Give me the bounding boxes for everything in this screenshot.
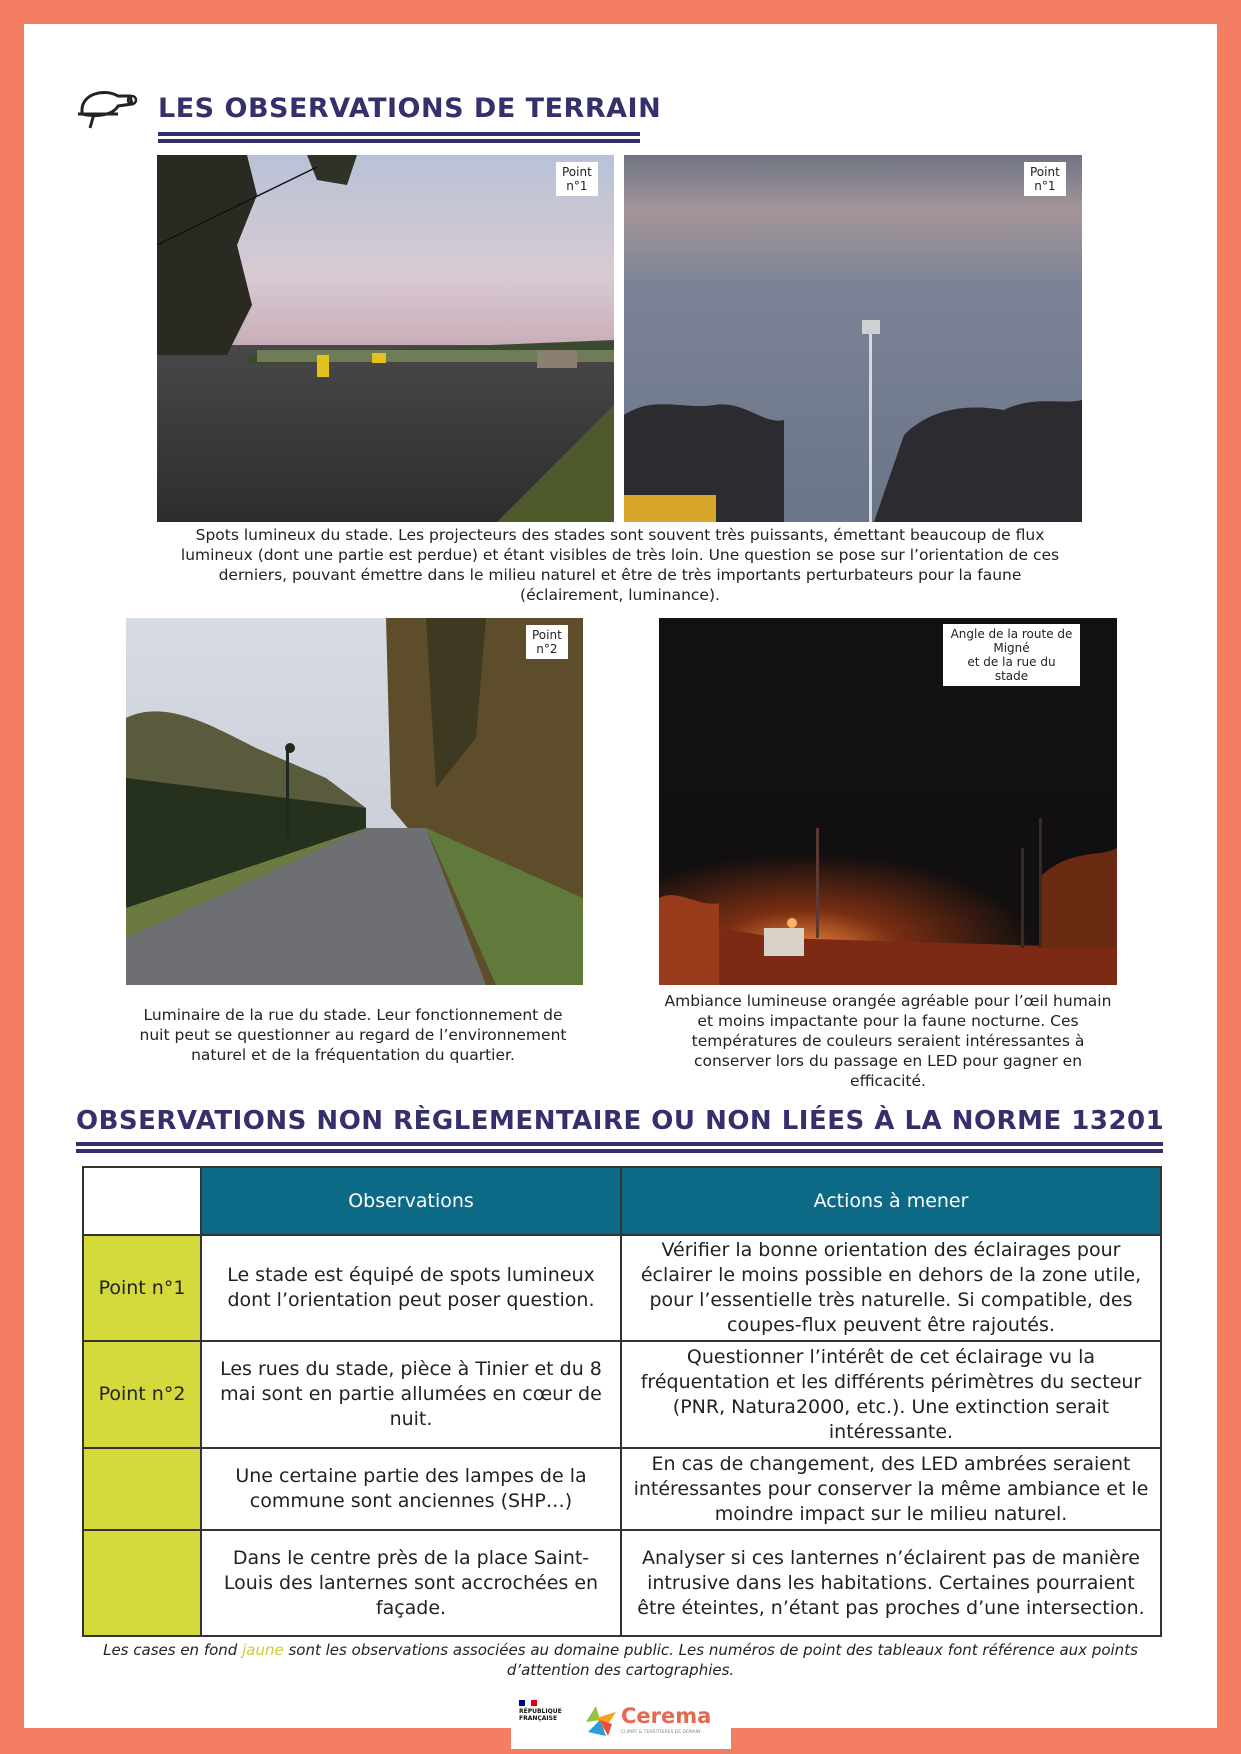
francaise-line: FRANÇAISE <box>519 1715 558 1722</box>
republique-line: RÉPUBLIQUE <box>519 1708 562 1715</box>
photo-tag-point-1a <box>556 162 598 196</box>
action-cell: Vérifier la bonne orientation des éclairages pour éclairer le moins possible en dehors de la zone utile, pour l’essentielle très naturelle. Si compatible, des coupes-flux peuvent être rajoutés. <box>621 1235 1161 1341</box>
flag-mark <box>519 1700 537 1706</box>
action-cell: Analyser si ces lanternes n’éclairent pas de manière intrusive dans les habitations. Certaines pourraient être éteintes, n’étant pas proches d’une intersection. <box>621 1530 1161 1636</box>
observations-table <box>82 1166 1162 1637</box>
tag-line: n°2 <box>536 642 558 656</box>
action-cell: En cas de changement, des LED ambrées seraient intéressantes pour conserver la même ambiance et le moindre impact sur le milieu naturel. <box>621 1448 1161 1530</box>
table-row <box>83 1530 1161 1636</box>
action-cell: Questionner l’intérêt de cet éclairage vu la fréquentation et les différents périmètres du secteur (PNR, Natura2000, etc.). Une extinction serait intéressante. <box>621 1341 1161 1448</box>
tag-line: Point <box>1030 165 1060 179</box>
footnote-highlight: jaune <box>242 1641 284 1659</box>
photo-stadium-floodlight <box>624 155 1082 522</box>
photo-tag-point-2 <box>526 625 568 659</box>
point-cell <box>83 1530 201 1636</box>
caption-stadium-floodlights: Spots lumineux du stade. Les projecteurs des stades sont souvent très puissants, émettant beaucoup de flux lumineux (dont une partie est perdue) et étant visibles de très loin. Une question se pose sur l’orientation de ces derniers, pouvant émettre dans le milieu naturel et être de très importants perturbateurs pour la faune (éclairement, luminance). <box>180 526 1060 604</box>
photo-stadium-ground <box>157 155 614 522</box>
photo-tag-point-1b <box>1024 162 1066 196</box>
caption-street-luminaire: Luminaire de la rue du stade. Leur fonctionnement de nuit peut se questionner au regard de l’environnement naturel et de la fréquentation du quartier. <box>139 1006 567 1064</box>
section-title-non-reglementaire: OBSERVATIONS NON RÈGLEMENTAIRE OU NON LIÉES À LA NORME 13201 <box>76 1106 1165 1136</box>
streetlamp-icon <box>74 84 140 140</box>
point-cell: Point n°2 <box>83 1341 201 1448</box>
table-header-row <box>83 1167 1161 1235</box>
point-cell: Point n°1 <box>83 1235 201 1341</box>
observation-cell: Le stade est équipé de spots lumineux dont l’orientation peut poser question. <box>201 1235 621 1341</box>
tag-line: n°1 <box>1034 179 1056 193</box>
caption-orange-ambience: Ambiance lumineuse orangée agréable pour l’œil humain et moins impactante pour la faune nocturne. Ces températures de couleurs seraient intéressantes à conserver lors du passage en LED pour gagner en efficacité. <box>664 992 1112 1090</box>
cerema-wordmark: Cerema <box>621 1704 712 1728</box>
header-observations: Observations <box>201 1167 621 1235</box>
title-underline <box>76 1142 1163 1153</box>
table-row <box>83 1448 1161 1530</box>
header-empty-cell <box>83 1167 201 1235</box>
observation-cell: Les rues du stade, pièce à Tinier et du 8 mai sont en partie allumées en cœur de nuit. <box>201 1341 621 1448</box>
footer-logos <box>511 1694 731 1749</box>
title-underline <box>158 132 640 143</box>
tag-line: n°1 <box>566 179 588 193</box>
cerema-logo-mark <box>582 1702 620 1738</box>
republique-francaise-logo <box>519 1700 567 1742</box>
photo-stadium-street <box>126 618 583 985</box>
footnote-text: Les cases en fond <box>103 1641 243 1659</box>
header-actions: Actions à mener <box>621 1167 1161 1235</box>
photo-tag-intersection <box>943 624 1080 686</box>
point-cell <box>83 1448 201 1530</box>
table-footnote <box>100 1640 1141 1680</box>
observation-cell: Dans le centre près de la place Saint-Louis des lanternes sont accrochées en façade. <box>201 1530 621 1636</box>
table-row <box>83 1235 1161 1341</box>
table-row <box>83 1341 1161 1448</box>
tag-line: Point <box>562 165 592 179</box>
tag-line: Point <box>532 628 562 642</box>
section-title-terrain: LES OBSERVATIONS DE TERRAIN <box>158 93 662 124</box>
tag-line: Angle de la route de Migné <box>950 627 1073 655</box>
cerema-tagline: CLIMAT & TERRITOIRES DE DEMAIN <box>621 1730 701 1735</box>
footnote-text: sont les observations associées au domaine public. Les numéros de point des tableaux font référence aux points d’attention des cartographies. <box>283 1641 1138 1679</box>
observation-cell: Une certaine partie des lampes de la commune sont anciennes (SHP…) <box>201 1448 621 1530</box>
tag-line: et de la rue du stade <box>967 655 1056 683</box>
